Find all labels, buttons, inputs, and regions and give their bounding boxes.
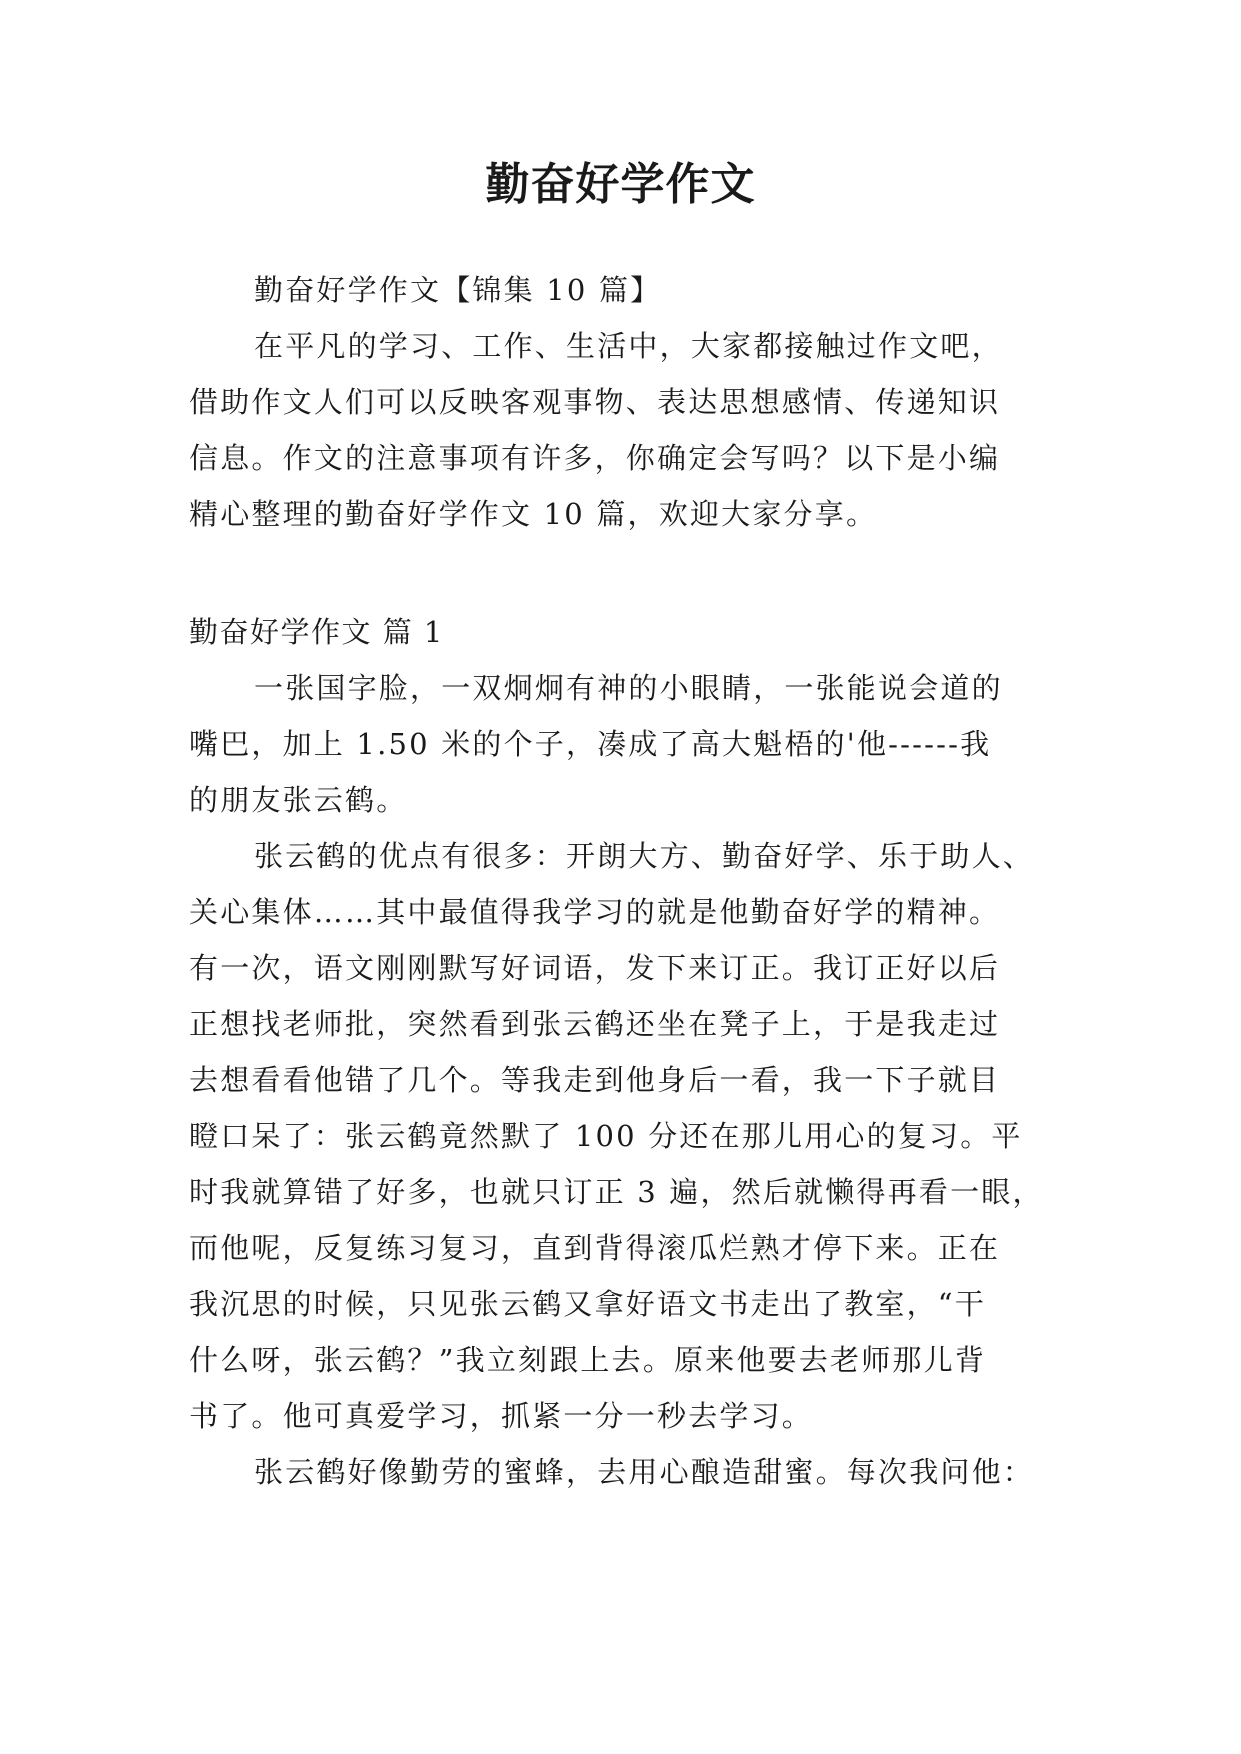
document-body — [189, 262, 1069, 1500]
text-line: 张云鹤好像勤劳的蜜蜂，去用心酿造甜蜜。每次我问他： — [254, 1455, 1035, 1489]
text-line: 借助作文人们可以反映客观事物、表达思想感情、传递知识 — [189, 385, 1001, 419]
text-line: 瞪口呆了：张云鹤竟然默了 100 分还在那儿用心的复习。平 — [189, 1119, 1023, 1153]
text-line: 我沉思的时候，只见张云鹤又拿好语文书走出了教室，“干 — [189, 1287, 987, 1321]
text-line: 嘴巴，加上 1.50 米的个子，凑成了高大魁梧的'他------我 — [189, 727, 992, 761]
text-line: 关心集体……其中最值得我学习的就是他勤奋好学的精神。 — [189, 895, 1001, 929]
text-line: 时我就算错了好多，也就只订正 3 遍，然后就懒得再看一眼， — [189, 1175, 1044, 1209]
paragraph — [189, 660, 1069, 828]
text-line: 精心整理的勤奋好学作文 10 篇，欢迎大家分享。 — [189, 497, 878, 531]
text-line: 信息。作文的注意事项有许多，你确定会写吗？以下是小编 — [189, 441, 1001, 475]
text-line: 正想找老师批，突然看到张云鹤还坐在凳子上，于是我走过 — [189, 1007, 1001, 1041]
section-spacer — [189, 542, 1069, 604]
text-line: 在平凡的学习、工作、生活中，大家都接触过作文吧， — [254, 329, 1003, 363]
text-line: 去想看看他错了几个。等我走到他身后一看，我一下子就目 — [189, 1063, 1001, 1097]
text-line: 张云鹤的优点有很多：开朗大方、勤奋好学、乐于助人、 — [254, 839, 1035, 873]
text-line: 有一次，语文刚刚默写好词语，发下来订正。我订正好以后 — [189, 951, 1001, 985]
intro-subtitle: 勤奋好学作文【锦集 10 篇】 — [254, 273, 662, 307]
text-line: 书了。他可真爱学习，抓紧一分一秒去学习。 — [189, 1399, 814, 1433]
intro-paragraph — [189, 318, 1069, 542]
section-heading: 勤奋好学作文 篇 1 — [189, 615, 444, 649]
text-line: 一张国字脸，一双炯炯有神的小眼睛，一张能说会道的 — [254, 671, 1003, 705]
text-line: 的朋友张云鹤。 — [189, 783, 408, 817]
text-line: 什么呀，张云鹤？”我立刻跟上去。原来他要去老师那儿背 — [189, 1343, 987, 1377]
paragraph — [189, 1444, 1069, 1500]
paragraph — [189, 828, 1069, 1444]
text-line: 而他呢，反复练习复习，直到背得滚瓜烂熟才停下来。正在 — [189, 1231, 1001, 1265]
document-title: 勤奋好学作文 — [485, 159, 756, 210]
